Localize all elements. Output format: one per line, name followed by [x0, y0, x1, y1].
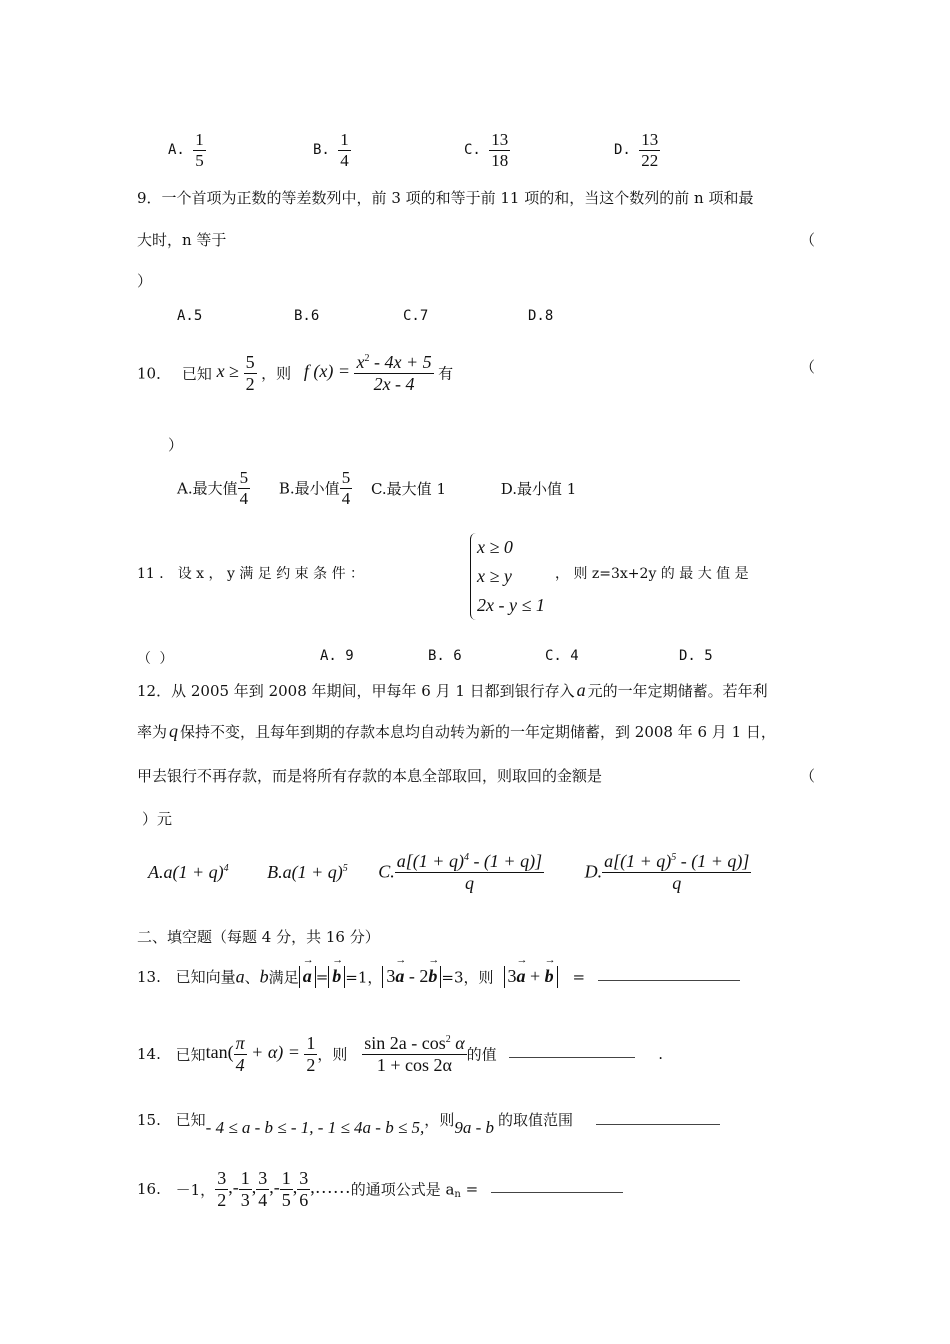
q9-line1: 9．一个首项为正数的等差数列中，前 3 项的和等于前 11 项的和，当这个数列的前 n 项和最: [137, 189, 754, 207]
magnitude-expr1: 3→ a - 2→ b: [382, 966, 441, 988]
q8-option-a[interactable]: A. $\frac{1}{5}$: [168, 130, 204, 170]
q12-options: [148, 851, 751, 893]
q9-option-d[interactable]: D.8: [528, 308, 554, 324]
fraction: $\frac{13}{22}$: [641, 130, 659, 170]
q11-answer-paren: （ ）: [137, 651, 174, 667]
q14-condition: tan( $\frac{\pi}{4}$ + α) = $\frac{1}{2}$: [205, 1033, 316, 1075]
q10-option-c[interactable]: C.最大值 1: [370, 479, 446, 498]
q10-option-d[interactable]: D.最小值 1: [500, 479, 577, 498]
q11-constraints: x ≥ 0 x ≥ y 2x - y ≤ 1: [470, 533, 545, 620]
q9-option-a[interactable]: A.5: [177, 308, 203, 324]
q9-option-b[interactable]: B.6: [294, 308, 320, 324]
q12-option-b[interactable]: $B.a(1 + q)^5$: [267, 861, 348, 882]
magnitude-expr2: 3→ a + → b: [504, 966, 558, 988]
q11-option-c[interactable]: C. 4: [545, 648, 579, 664]
fraction: $\frac{1}{5}$: [195, 130, 204, 170]
q8-option-b[interactable]: B. $\frac{1}{4}$: [313, 130, 349, 170]
q15: 15. 已知- 4 ≤ a - b ≤ - 1, - 1 ≤ 4a - b ≤ 5,，则9a - b 的取值范围: [137, 1109, 720, 1130]
q16-sequence: $\frac{3}{2}$ ,- $\frac{1}{3}$ , $\frac{3}{4}$ ,- $\frac{1}{5}$ , $\frac{3}{6}$ ,……: [217, 1168, 351, 1210]
section-title: 二、填空题（每题 4 分，共 16 分）: [137, 928, 380, 946]
q11-tail: ， 则 z=3x+2y 的 最 大 值 是: [555, 566, 749, 582]
magnitude-b: → b: [328, 966, 345, 988]
q12-option-d[interactable]: D. $\frac{a[(1 + q)^5 - (1 + q)]}{q}$: [584, 851, 750, 893]
q10-answer-paren-close: ）: [168, 436, 184, 454]
answer-blank[interactable]: [598, 979, 740, 981]
q11-option-d[interactable]: D. 5: [679, 648, 713, 664]
q10-option-a[interactable]: A.最大值 $\frac{5}{4}$: [177, 468, 249, 508]
q8-option-c[interactable]: C. $\frac{13}{18}$: [464, 130, 509, 170]
q10-options: [177, 468, 576, 508]
answer-blank[interactable]: [596, 1123, 720, 1125]
answer-blank[interactable]: [509, 1056, 635, 1058]
fraction: $\frac{13}{18}$: [491, 130, 509, 170]
q12-answer-paren-open: （: [800, 767, 816, 785]
q9-option-c[interactable]: C.7: [403, 308, 429, 324]
q16: 16. －1， $\frac{3}{2}$ ,- $\frac{1}{3}$ , $\frac{3}{4}$ ,- $\frac{1}{5}$ , $\frac{3}{6}$ ,……的通项公式是 $a_n$ =: [137, 1168, 623, 1210]
q12-line1: 12．从 2005 年到 2008 年期间，甲每年 6 月 1 日都到银行存入 a 元的一年定期储蓄。若年利: [137, 680, 768, 700]
q10-option-b[interactable]: B.最小值 $\frac{5}{4}$: [278, 468, 351, 508]
magnitude-a: → a: [299, 966, 316, 988]
q10-answer-paren-open: （: [800, 358, 816, 376]
q8-option-d[interactable]: D. $\frac{13}{22}$: [614, 130, 659, 170]
fraction: $\frac{1}{4}$: [340, 130, 349, 170]
q12-option-a[interactable]: $A.a(1 + q)^4$: [148, 861, 229, 882]
q14-expression: $\frac{\sin 2a - \cos^2 \alpha}{1 + \cos 2\alpha}$: [364, 1033, 465, 1075]
q12-line3: 甲去银行不再存款，而是将所有存款的本息全部取回，则取回的金额是: [137, 767, 603, 785]
q13: 13. 已知向量a、b满足→ a =→ b =1， 3→ a - 2→ b =3，则 3→ a + → b =: [137, 966, 740, 988]
q12-option-c[interactable]: C. $\frac{a[(1 + q)^4 - (1 + q)]}{q}$: [378, 851, 543, 893]
q9-answer-paren-open: （: [800, 231, 816, 249]
q12-answer-paren-close: ）元: [142, 810, 173, 828]
q10-function: f (x) = $\frac{x^2 - 4x + 5}{2x - 4}$: [303, 352, 432, 394]
q10-stem: 10． 已知 x ≥ $\frac{5}{2}$ ，则 f (x) = $\frac{x^2 - 4x + 5}{2x - 4}$ 有: [137, 352, 454, 394]
answer-blank[interactable]: [491, 1191, 623, 1193]
q11-lead: 11 ． 设 x ， y 满 足 约 束 条 件 ：: [137, 566, 365, 582]
q12-line2: 率为 q 保持不变，且每年到期的存款本息均自动转为新的一年定期储蓄，到 2008 年 6 月 1 日，: [137, 721, 776, 741]
q14: 14. 已知tan( $\frac{\pi}{4}$ + α) = $\frac{1}{2}$ ，则 $\frac{\sin 2a - \cos^2 \alpha}{1 + \cos 2\alpha}$ 的值 .: [137, 1033, 664, 1075]
q10-condition: x ≥ $\frac{5}{2}$: [216, 352, 255, 394]
q9-answer-paren-close: ）: [137, 272, 153, 290]
q9-line2: 大时，n 等于: [137, 231, 227, 249]
q11-option-a[interactable]: A. 9: [320, 648, 354, 664]
q11-option-b[interactable]: B. 6: [428, 648, 462, 664]
